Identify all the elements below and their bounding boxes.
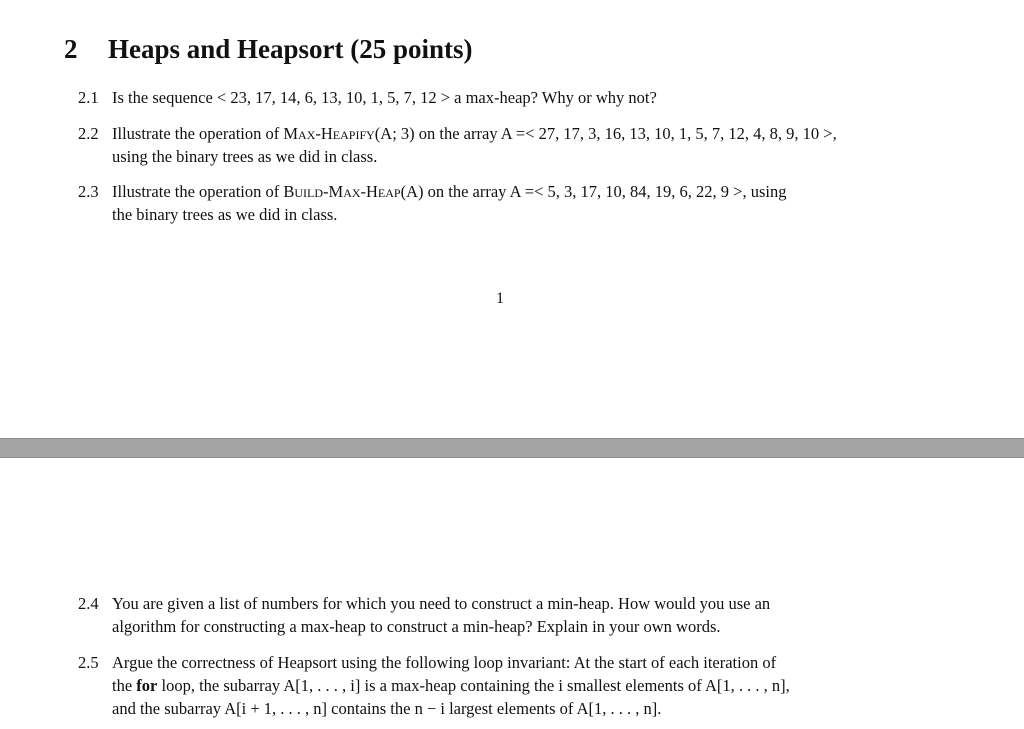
section-heading [64,34,473,65]
problem-text: Is the sequence < 23, 17, 14, 6, 13, 10, 1, 5, 7, 12 > a max-heap? Why or why not? [112,88,657,107]
procedure-name: Max-Heapify [283,124,375,143]
problem-text-pre: Illustrate the operation of [112,124,284,143]
page-break-divider [0,438,1024,458]
problem-text-pre: Illustrate the operation of [112,182,284,201]
problem-2-3 [78,180,978,226]
problem-text-post: (A; 3) on the array A =< 27, 17, 3, 16, 13, 10, 1, 5, 7, 12, 4, 8, 9, 10 >, [374,124,837,143]
problem-number: 2.5 [78,653,99,672]
keyword-for: for [136,676,158,695]
problem-text-post: (A) on the array A =< 5, 3, 17, 10, 84, 19, 6, 22, 9 >, using [400,182,787,201]
problem-text-line-3: and the subarray A[i + 1, . . . , n] contains the n − i largest elements of A[1, . . . , n]. [112,699,662,718]
problem-2-1 [78,86,978,109]
page-number: 1 [496,290,504,307]
problem-2-4 [78,592,978,638]
problem-text-line-2: algorithm for constructing a max-heap to construct a min-heap? Explain in your own words. [112,617,721,636]
problem-number: 2.1 [78,88,99,107]
problem-text-line-2: using the binary trees as we did in class. [112,147,378,166]
section-number: 2 [64,34,78,64]
problem-number: 2.4 [78,594,99,613]
problem-text-pre: the [112,676,137,695]
page-bottom [0,458,1024,729]
section-title: Heaps and Heapsort (25 points) [108,34,473,64]
problem-2-5 [78,651,978,720]
problem-number: 2.2 [78,124,99,143]
procedure-name: Build-Max-Heap [283,182,401,201]
problem-text-post: loop, the subarray A[1, . . . , i] is a max-heap containing the i smallest elements of A[1, . . . , n], [157,676,790,695]
problem-text: Argue the correctness of Heapsort using the following loop invariant: At the start of each iteration of [112,653,777,672]
problem-text: You are given a list of numbers for which you need to construct a min-heap. How would you use an [112,594,771,613]
problem-number: 2.3 [78,182,99,201]
problem-2-2 [78,122,978,168]
problem-text-line-2: the binary trees as we did in class. [112,205,338,224]
